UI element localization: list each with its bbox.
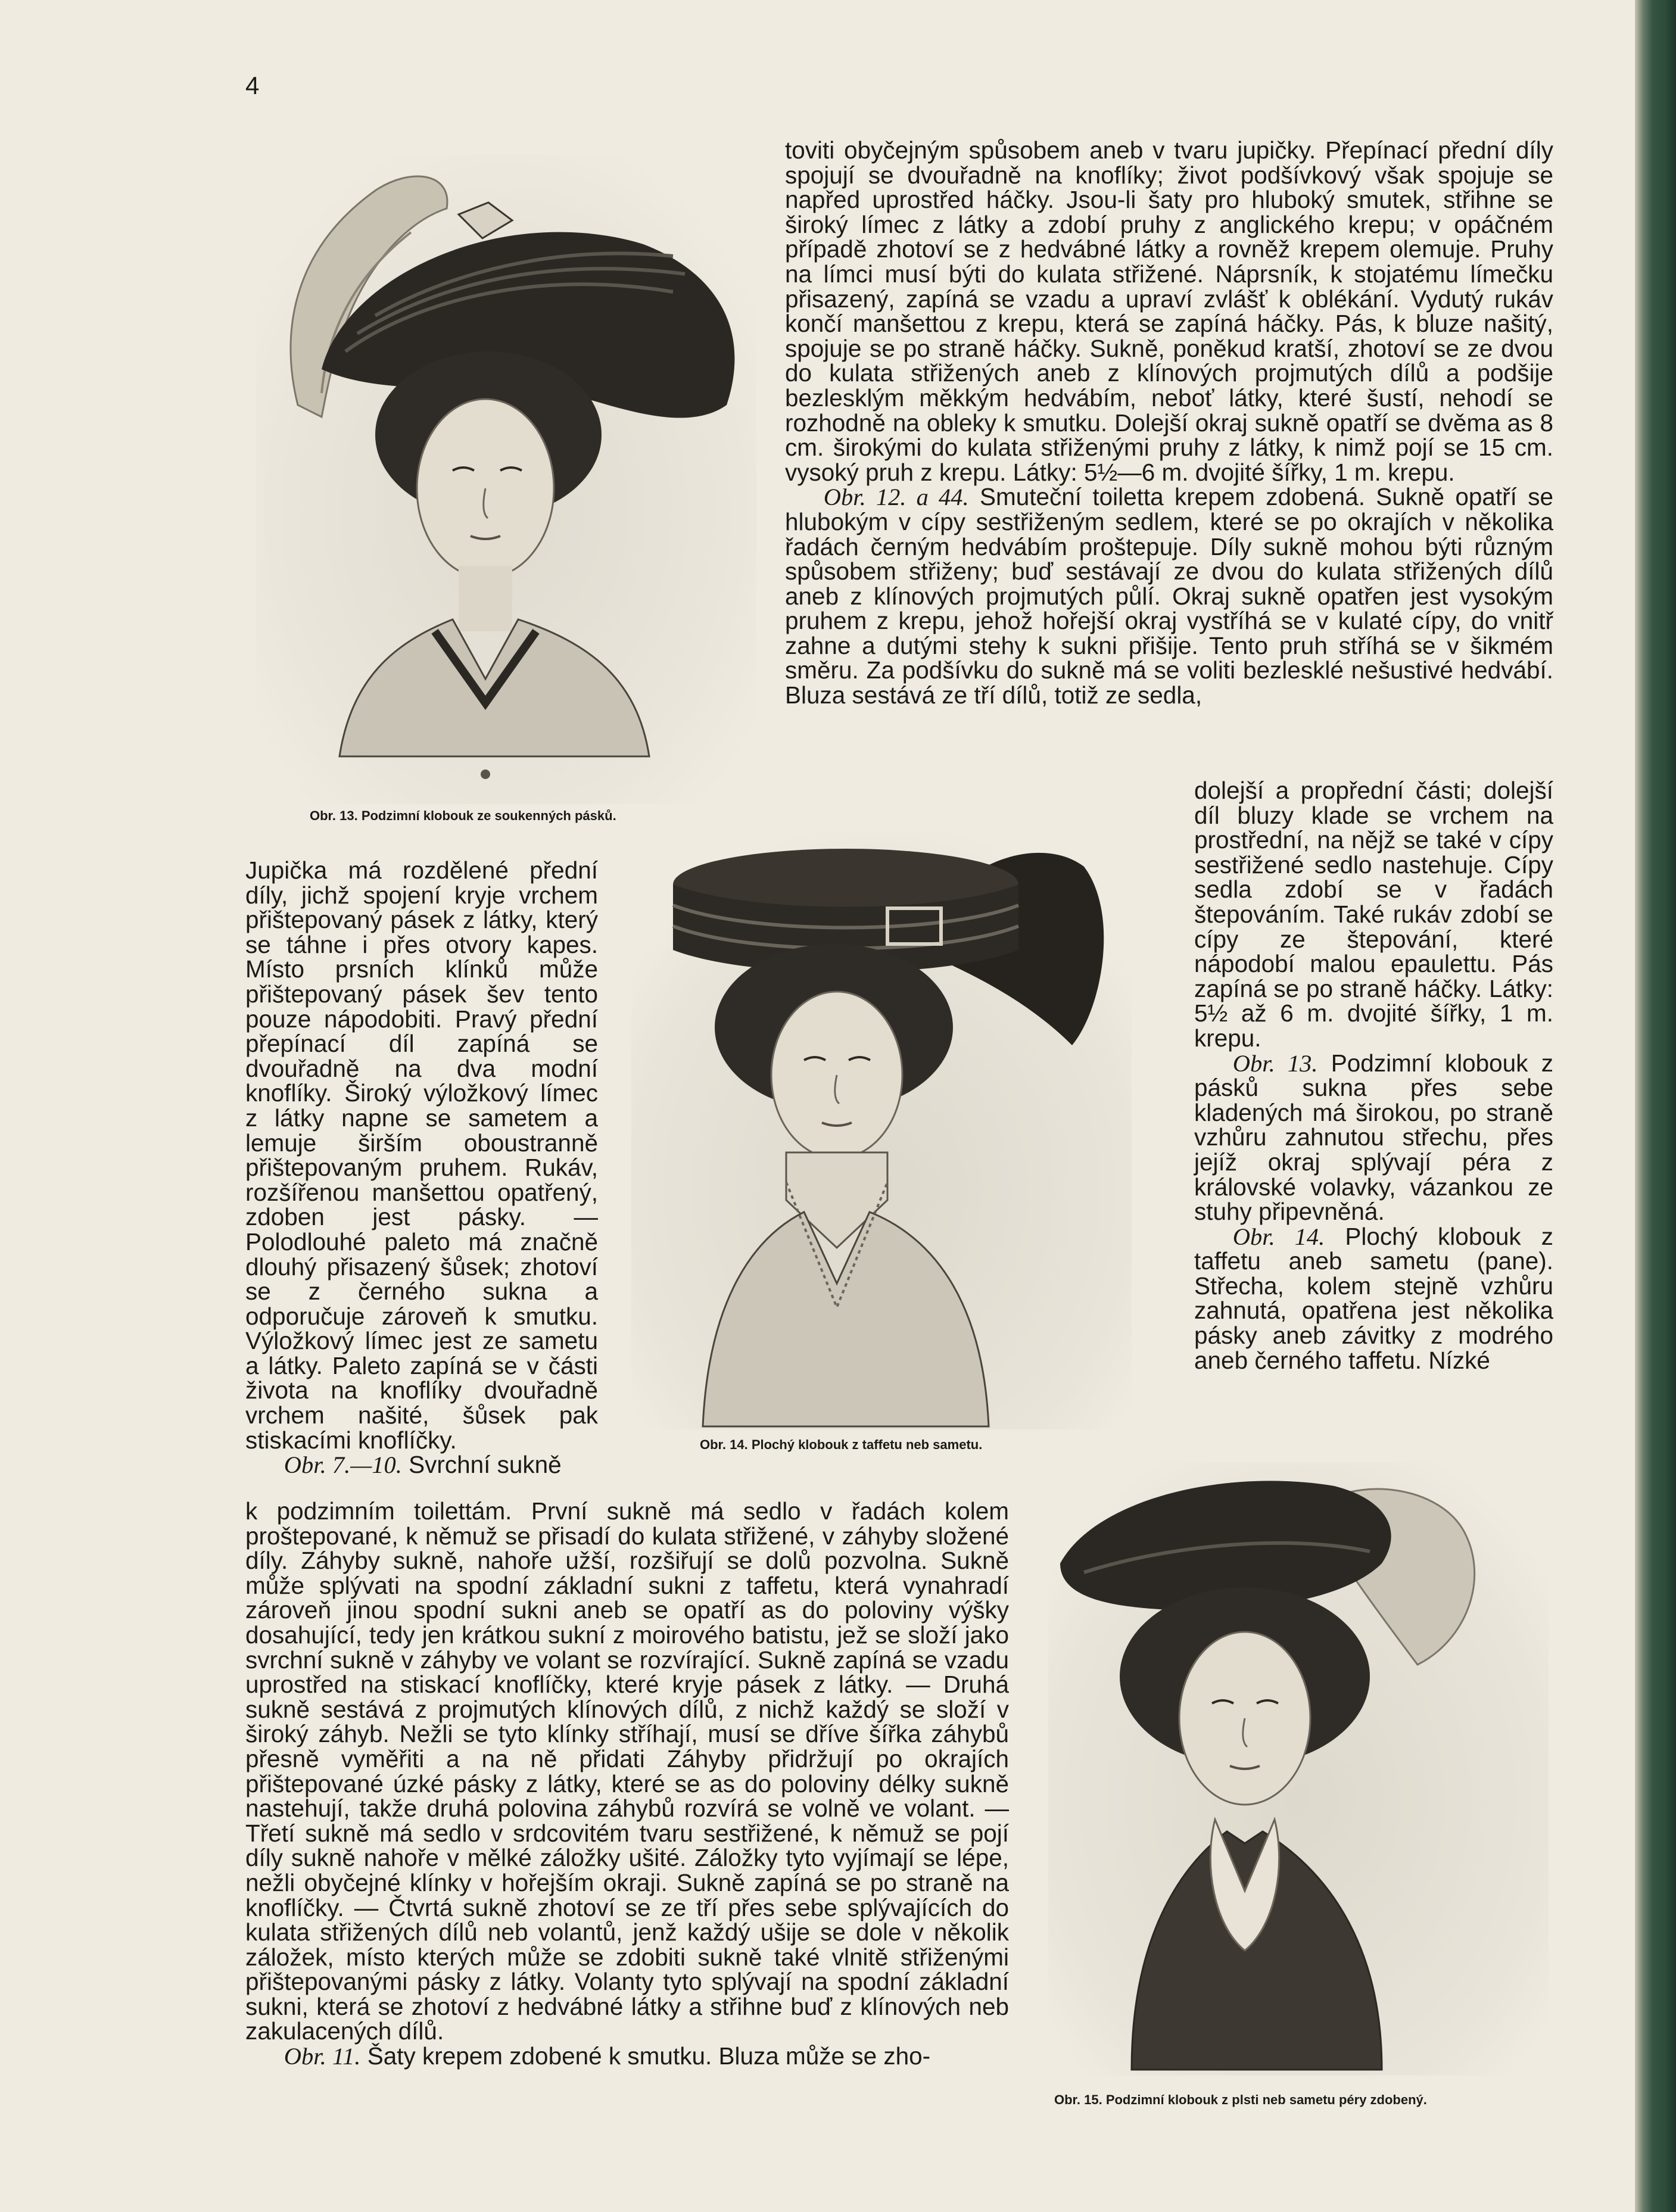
left-column-narrow-text <box>245 858 598 1478</box>
obr-13-label: Obr. 13. <box>1232 1049 1318 1077</box>
right-column-narrow-text <box>1194 778 1553 1373</box>
book-spine-edge <box>1635 0 1676 2212</box>
paragraph-obr-7-heading <box>245 1453 598 1478</box>
obr-12-label: Obr. 12. a 44. <box>823 484 969 511</box>
paragraph-obr-7-text: k podzimním toilettám. První sukně má sedlo v řadách kolem proštepované, k němuž se přisadí do kulata střižené, v záhyby složené díly. Záhyby sukně, nahoře užší, rozšiřují se dolů pozvolna. Sukně může splývati na spodní základní sukni z taffetu, která vynahradí zároveň jinou spodní sukni aneb se opatří as do poloviny výšky dosahující, tedy jen krátkou sukní z moirového batistu, jež se složí jako svrchní sukně v záhyby ve volant se rozvírající. Sukně zapíná se vzadu uprostřed na stiskací knoflíčky, které kryje pásek z látky. — Druhá sukně sestává z projmutých klínových dílů, z nichž každý se složí v široký záhyb. Nežli se tyto klínky stříhají, musí se dříve šířka záhybů přesně vyměřiti a na ně přidati Záhyby přidržují po okrajích přištepované úzké pásky z látky, které se as do poloviny délky sukně nastehují, takže druhá polovina záhybů rozvírá se volně ve volant. — Třetí sukně má sedlo v srdcovitém tvaru sestřižené, k němuž se pojí díly sukně nahoře v mělké záložky ušité. Záložky tyto vyjímají se lépe, nežli obyčejné klínky v hořejším okraji. Sukně zapíná se po straně na knoflíčky. — Čtvrtá sukně zhotoví se ze tří přes sebe splývajících do kulata střižených dílů neb volantů, jenž každý ušije se dole v několik záložek, místo kterých může se zdobiti sukně také vlnitě střiženými přištepovanými pásky z látky. Volanty tyto splývají na spodní základní sukni, která se zhotoví z hedvábné látky a střihne buď z klínových neb zakulacených dílů. <box>245 1497 1009 2045</box>
hat-woman-portrait-14 <box>631 831 1132 1429</box>
paragraph-bluza-continuation: toviti obyčejným spůsobem aneb v tvaru jupičky. Přepínací přední díly spojují se dvouřadně na knoflíky; život podšívkový však spojuje se napřed uprostřed háčky. Jsou-li šaty pro hluboký smutek, střihne se široký límec z látky a zdobí pruhy z anglického krepu; v opáčném případě zhotoví se z hedvábné látky a rovněž krepem olemuje. Pruhy na límci musí býti do kulata střižené. Náprsník, k stojatému límečku přisazený, zapíná se vzadu a upraví zvlášť k oblékání. Vydutý rukáv končí manšettou z krepu, která se zapíná háčky. Pás, k bluze našitý, spojuje se po straně háčky. Sukně, poněkud kratší, zhotoví se ze dvou do kulata střižených aneb z klínových projmutých dílů a podšije bezlesklým měkkým hedvábím, neboť látky, které šustí, nehodí se rozhodně na obleky k smutku. Dolejší okraj sukně opatří se dvěma as 8 cm. širokými do kulata střiženými pruhy z látky, k nimž pojí se 15 cm. vysoký pruh z krepu. Látky: 5½—6 m. dvojité šířky, 1 m. krepu. <box>785 136 1553 486</box>
figure-15-caption: Obr. 15. Podzimní klobouk z plsti neb sametu péry zdobený. <box>1054 2092 1427 2107</box>
right-column-top-text <box>785 138 1553 708</box>
figure-15-illustration <box>1048 1462 1549 2076</box>
figure-13-illustration <box>256 155 756 804</box>
obr-14-text: Plochý klobouk z taffetu aneb sametu (pane). Střecha, kolem stejně vzhůru zahnutá, opatřena jest několika pásky aneb závitky z modrého aneb černého taffetu. Nízké <box>1194 1222 1553 1374</box>
paragraph-obr-12 <box>785 485 1553 708</box>
obr-12-text: Smuteční toiletta krepem zdobená. Sukně opatří se hlubokým v cípy sestřiženým sedlem, které se po okrajích v několika řadách černým hedvábím proštepuje. Díly sukně mohou býti různým spůsobem střiženy; buď sestávají ze dvou do kulata střižených dílů aneb z klínových projmutých půlí. Okraj sukně opatřen jest vysokým pruhem z krepu, jehož hořejší okraj vystříhá se v kulaté cípy, do vnitř zahne a dutými stehy k sukni přišije. Tento pruh stříhá se v šikmém směru. Za podšívku do sukně má se voliti bezlesklé nešustivé hedvábí. Bluza sestává ze tří dílů, totiž ze sedla, <box>785 483 1553 709</box>
page-number: 4 <box>245 71 260 99</box>
hat-woman-portrait-15 <box>1048 1462 1549 2076</box>
obr-14-label: Obr. 14. <box>1232 1223 1325 1250</box>
obr-11-label: Obr. 11. <box>284 2043 361 2070</box>
left-column-bottom-text <box>245 1499 1009 2069</box>
obr-11-text: Šaty krepem zdobené k smutku. Bluza může se zho- <box>360 2042 931 2070</box>
paragraph-obr-13 <box>1194 1051 1553 1225</box>
paragraph-obr-11 <box>245 2044 1009 2069</box>
paragraph-obr-14 <box>1194 1222 1553 1374</box>
paragraph-jupicka: Jupička má rozdělené přední díly, jichž spojení kryje vrchem přištepovaný pásek z látky, který se táhne i přes otvory kapes. Místo prsních klínků může přištepovaný pásek šev tento pouze nápodobiti. Pravý přední přepínací díl zapíná se dvouřadně na dva modní knoflíky. Široký výložkový límec z látky napne se sametem a lemuje širším oboustranně přištepovaným pruhem. Rukáv, rozšířenou manšettou opatřený, zdoben jest pásky. — Polodlouhé paleto má značně dlouhý přisazený šůsek; zhotoví se z černého sukna a odporučuje zároveň k smutku. Výložkový límec jest ze sametu a látky. Paleto zapíná se v části života na knoflíky dvouřadně vrchem našité, šůsek pak stiskacími knoflíčky. <box>245 856 598 1454</box>
paragraph-bluza-narrow: dolejší a propřední části; dolejší díl bluzy klade se vrchem na prostřední, na nějž se také v cípy sestřižené sedlo nastehuje. Cípy sedla zdobí se v řadách štepováním. Také rukáv zdobí se cípy ze štepování, které nápodobí malou epaulettu. Pás zapíná se po straně háčky. Látky: 5½ až 6 m. dvojité šířky, 1 m. krepu. <box>1194 777 1553 1052</box>
figure-14-illustration <box>631 831 1132 1429</box>
obr-7-head: Svrchní sukně <box>401 1451 562 1479</box>
figure-14-caption: Obr. 14. Plochý klobouk z taffetu neb sametu. <box>700 1437 983 1452</box>
hat-woman-portrait-13 <box>256 155 756 804</box>
figure-13-caption: Obr. 13. Podzimní klobouk ze soukenných pásků. <box>310 808 616 823</box>
obr-13-text: Podzimní klobouk z pásků sukna přes sebe kladených má širokou, po straně vzhůru zahnutou střechu, přes jejíž okraj splývají péra z královské volavky, vázankou ze stuhy připevněná. <box>1194 1049 1553 1226</box>
obr-7-label: Obr. 7.—10. <box>284 1451 402 1479</box>
